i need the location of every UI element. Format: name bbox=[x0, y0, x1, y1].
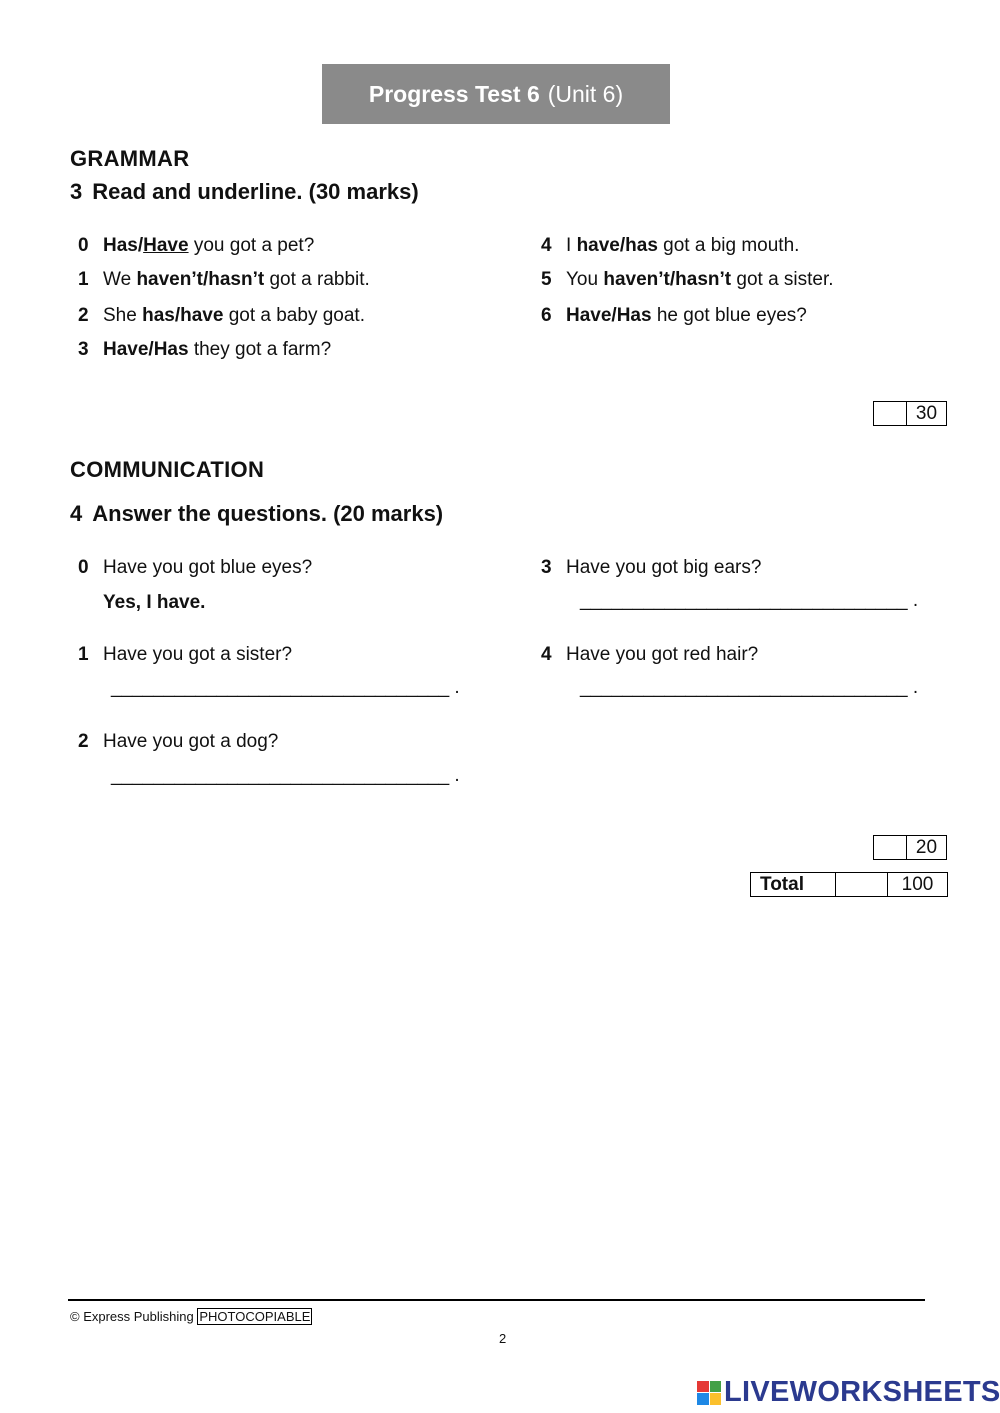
item-number: 0 bbox=[78, 557, 89, 578]
grammar-item-0 bbox=[78, 235, 314, 257]
item-number: 3 bbox=[78, 339, 89, 360]
grammar-score-box bbox=[873, 401, 947, 426]
item-text: got a rabbit. bbox=[264, 269, 370, 290]
total-score-box bbox=[750, 872, 948, 897]
grammar-item-4 bbox=[541, 235, 799, 257]
choice-options[interactable]: has/have bbox=[142, 305, 224, 326]
photocopiable-label: PHOTOCOPIABLE bbox=[199, 1309, 311, 1324]
score-max: 20 bbox=[906, 836, 946, 859]
liveworksheets-brand bbox=[697, 1376, 1000, 1409]
grammar-item-2 bbox=[78, 305, 365, 327]
item-text: he got blue eyes? bbox=[651, 305, 807, 326]
total-input[interactable] bbox=[835, 873, 887, 896]
page-title bbox=[322, 64, 670, 124]
item-text: you got a pet? bbox=[188, 235, 315, 256]
choice-options[interactable]: Have/Has bbox=[103, 339, 189, 360]
question-text: Have you got red hair? bbox=[566, 644, 759, 665]
item-number: 6 bbox=[541, 305, 552, 326]
item-number: 1 bbox=[78, 269, 89, 290]
grammar-item-3 bbox=[78, 339, 331, 361]
item-text: She bbox=[103, 305, 143, 326]
communication-score-box bbox=[873, 835, 947, 860]
title-unit: (Unit 6) bbox=[547, 80, 624, 107]
exercise-title: Answer the questions. (20 marks) bbox=[92, 501, 444, 526]
question-text: Have you got big ears? bbox=[566, 557, 762, 578]
footer-copyright bbox=[70, 1309, 312, 1324]
exercise-number: 4 bbox=[70, 501, 83, 526]
item-number: 0 bbox=[78, 235, 89, 256]
question-text: Have you got a dog? bbox=[103, 731, 279, 752]
answer-blank-2[interactable]: ________________________________ . bbox=[111, 765, 460, 786]
grammar-item-1 bbox=[78, 269, 370, 291]
total-max: 100 bbox=[887, 873, 947, 896]
comm-question-4 bbox=[541, 644, 758, 666]
choice-options[interactable]: haven’t/hasn’t bbox=[136, 269, 265, 290]
item-text: You bbox=[566, 269, 604, 290]
title-main: Progress Test 6 bbox=[368, 80, 540, 107]
choice-slash: / bbox=[137, 235, 144, 256]
copyright-text: © Express Publishing bbox=[70, 1309, 194, 1324]
choice-has[interactable]: Has bbox=[103, 235, 138, 256]
answer-blank-3[interactable]: _______________________________ . bbox=[580, 590, 919, 611]
item-text: got a big mouth. bbox=[657, 235, 800, 256]
comm-question-2 bbox=[78, 731, 278, 753]
question-text: Have you got blue eyes? bbox=[103, 557, 313, 578]
section-heading-grammar: GRAMMAR bbox=[70, 146, 190, 171]
choice-have-underlined[interactable]: Have bbox=[143, 235, 189, 256]
comm-question-0 bbox=[78, 557, 312, 579]
exercise-3-heading bbox=[70, 179, 419, 205]
exercise-number: 3 bbox=[70, 179, 83, 204]
choice-options[interactable]: haven’t/hasn’t bbox=[603, 269, 732, 290]
total-label: Total bbox=[760, 873, 804, 895]
liveworksheets-logo-icon bbox=[697, 1381, 721, 1405]
exercise-4-heading bbox=[70, 501, 443, 527]
score-input[interactable] bbox=[874, 402, 906, 425]
question-text: Have you got a sister? bbox=[103, 644, 293, 665]
item-number: 4 bbox=[541, 235, 552, 256]
choice-options[interactable]: Have/Has bbox=[566, 305, 652, 326]
answer-blank-1[interactable]: ________________________________ . bbox=[111, 677, 460, 698]
item-number: 3 bbox=[541, 557, 552, 578]
comm-answer-0: Yes, I have. bbox=[103, 592, 206, 613]
grammar-item-6 bbox=[541, 305, 807, 327]
score-max: 30 bbox=[906, 402, 946, 425]
item-text: We bbox=[103, 269, 137, 290]
item-number: 1 bbox=[78, 644, 89, 665]
page-number: 2 bbox=[499, 1331, 507, 1346]
exercise-title: Read and underline. (30 marks) bbox=[92, 179, 419, 204]
item-text: I bbox=[566, 235, 577, 256]
choice-options[interactable]: have/has bbox=[576, 235, 658, 256]
item-number: 2 bbox=[78, 731, 89, 752]
score-input[interactable] bbox=[874, 836, 906, 859]
answer-blank-4[interactable]: _______________________________ . bbox=[580, 677, 919, 698]
item-text: they got a farm? bbox=[188, 339, 332, 360]
comm-question-3 bbox=[541, 557, 761, 579]
grammar-item-5 bbox=[541, 269, 834, 291]
item-text: got a baby goat. bbox=[223, 305, 365, 326]
footer-divider bbox=[68, 1299, 925, 1301]
item-number: 5 bbox=[541, 269, 552, 290]
item-text: got a sister. bbox=[731, 269, 834, 290]
comm-question-1 bbox=[78, 644, 292, 666]
brand-name: LIVEWORKSHEETS bbox=[724, 1376, 1000, 1408]
item-number: 2 bbox=[78, 305, 89, 326]
section-heading-communication: COMMUNICATION bbox=[70, 457, 265, 482]
item-number: 4 bbox=[541, 644, 552, 665]
